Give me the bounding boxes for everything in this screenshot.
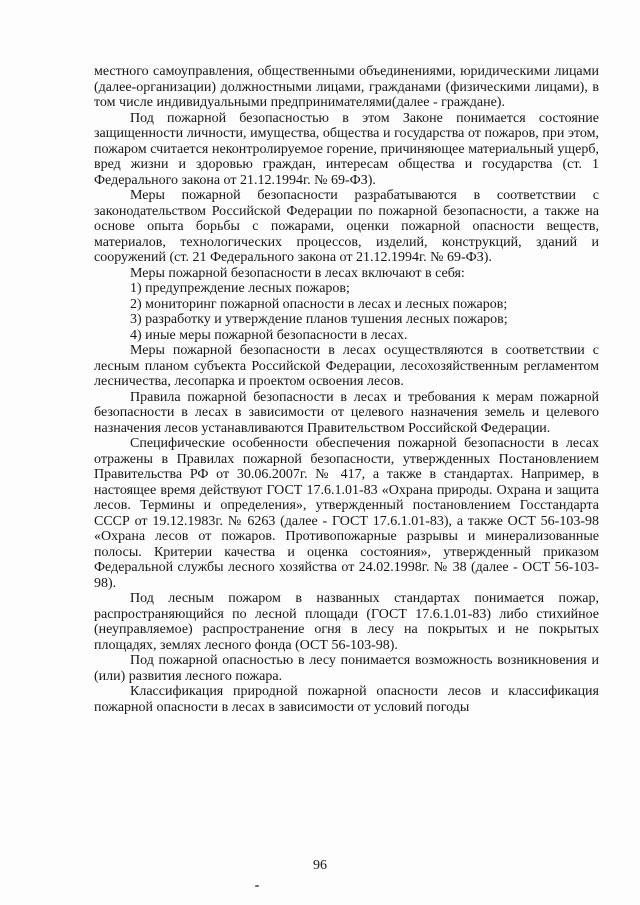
list-item-3: 3) разработку и утверждение планов тушения лесных пожаров;: [130, 312, 508, 327]
paragraph-4: Меры пожарной безопасности в лесах включают в себя:: [130, 265, 465, 281]
paragraph-3: Меры пожарной безопасности разрабатываются в соответствии с законодательством Российской Федерации по пожарной безопасности, а также на основе опыта борьбы с пожарами, оценки пожарной опасности веществ, материалов, технологических процессов, изделий, конструкций, зданий и сооружений (ст. 21 Федерального закона от 21.12.1994г. № 69-ФЗ).: [94, 188, 599, 265]
list-item-2: 2) мониторинг пожарной опасности в лесах и лесных пожаров;: [130, 296, 508, 312]
paragraph-10: Классификация природной пожарной опасности лесов и классификация пожарной опасности в лесах в зависимости от условий погоды: [94, 684, 599, 715]
paragraph-5: Меры пожарной безопасности в лесах осуществляются в соответствии с лесным планом субъекта Российской Федерации, лесохозяйственным регламентом лесничества, лесопарка и проектом освоения лесов.: [94, 343, 599, 389]
page-number: 96: [313, 858, 327, 873]
list-item-1: 1) предупреждение лесных пожаров;: [130, 281, 350, 296]
list-item-4: 4) иные меры пожарной безопасности в лесах.: [130, 327, 408, 343]
paragraph-8: Под лесным пожаром в названных стандартах понимается пожар, распространяющийся по лесной площади (ГОСТ 17.6.1.01-83) либо стихийное (неуправляемое) распространение огня в лесу на покрытых и не покрытых площадях, землях лесного фонда (ОСТ 56-103-98).: [94, 591, 599, 653]
paragraph-2: Под пожарной безопасностью в этом Законе понимается состояние защищенности личности, имущества, общества и государства от пожаров, при этом, пожаром считается неконтролируемое горение, причиняющее материальный ущерб, вред жизни и здоровью граждан, интересам общества и государства (ст. 1 Федерального закона от 21.12.1994г. № 69-ФЗ).: [94, 110, 599, 188]
scan-speck: [255, 885, 259, 887]
paragraph-7: Специфические особенности обеспечения пожарной безопасности в лесах отражены в Правилах пожарной безопасности, утвержденных Постановлением Правительства РФ от 30.06.2007г. № 417, а также в стандартах. Например, в настоящее время действуют ГОСТ 17.6.1.01-83 «Охрана природы. Охрана и защита лесов. Термины и определения», утвержденный постановлением Госстандарта СССР от 19.12.1983г. № 6263 (далее - ГОСТ 17.6.1.01-83), а также ОСТ 56-103-98 «Охрана лесов от пожаров. Противопожарные разрывы и минерализованные полосы. Критерии качества и оценка состояния», утвержденный приказом Федеральной службы лесного хозяйства от 24.02.1998г. № 38 (далее - ОСТ 56-103-98).: [94, 436, 599, 591]
paragraph-1: местного самоуправления, общественными объединениями, юридическими лицами (далее-организации) должностными лицами, гражданами (физическими лицами), в том числе индивидуальными предпринимателями(далее - граждане).: [94, 64, 599, 110]
body-text: [94, 64, 599, 715]
paragraph-6: Правила пожарной безопасности в лесах и требования к мерам пожарной безопасности в лесах в зависимости от целевого назначения земель и целевого назначения лесов устанавливаются Правительством Российской Федерации.: [94, 389, 599, 436]
paragraph-9: Под пожарной опасностью в лесу понимается возможность возникновения и (или) развития лесного пожара.: [94, 653, 599, 684]
